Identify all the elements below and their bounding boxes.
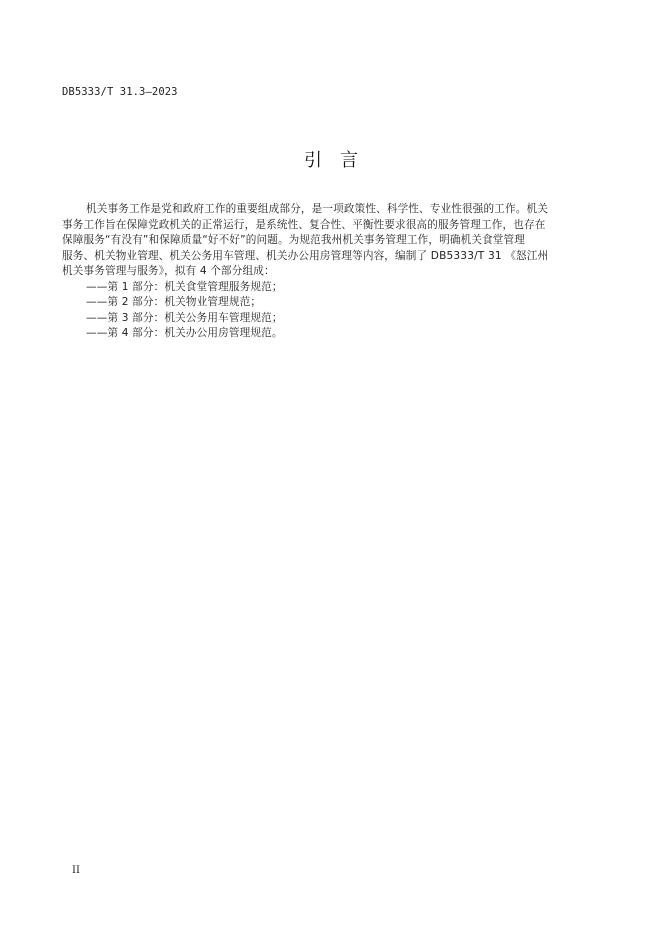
- part-list-item-3: ——第 3 部分：机关公务用车管理规范；: [86, 311, 283, 324]
- part-list-item-1: ——第 1 部分：机关食堂管理服务规范；: [86, 280, 283, 293]
- paragraph-line-2: 事务工作旨在保障党政机关的正常运行，是系统性、复合性、平衡性要求很高的服务管理工作，也存在: [62, 218, 546, 231]
- paragraph-line-3: 保障服务“有没有”和保障质量“好不好”的问题。为规范我州机关事务管理工作，明确机关食堂管理: [62, 234, 526, 246]
- introduction-body: [62, 202, 606, 342]
- document-code: DB5333/T 31.3—2023: [62, 86, 178, 98]
- paragraph-line-5: 机关事务管理与服务》，拟有 4 个部分组成：: [62, 265, 275, 277]
- part-list-item-4: ——第 4 部分：机关办公用房管理规范。: [86, 327, 283, 339]
- paragraph-line-1: 机关事务工作是党和政府工作的重要组成部分，是一项政策性、科学性、专业性很强的工作。机关: [86, 203, 548, 215]
- part-list-item-2: ——第 2 部分：机关物业管理规范；: [86, 296, 262, 308]
- section-title: 引 言: [304, 150, 358, 171]
- page-number: II: [72, 865, 80, 876]
- paragraph-line-4: 服务、机关物业管理、机关公务用车管理、机关办公用房管理等内容，编制了 DB5333/T 31 《怒江州: [62, 249, 549, 262]
